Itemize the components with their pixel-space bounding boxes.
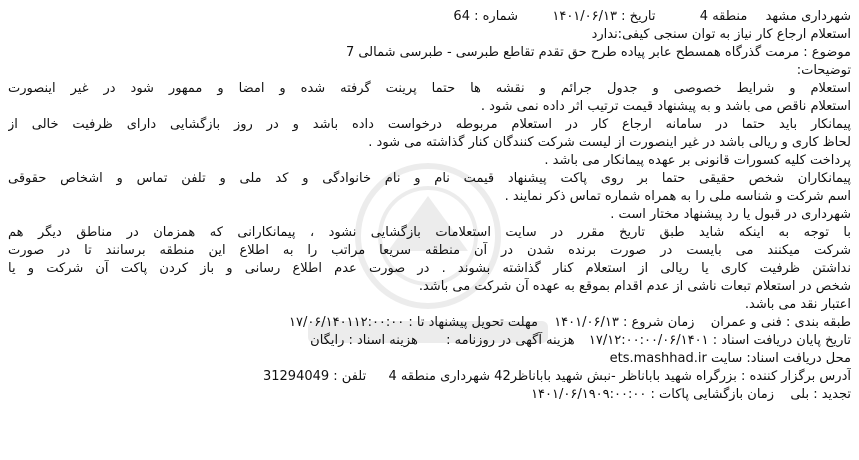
body-line: پرداخت کلیه کسورات قانونی بر عهده پیمانکار می باشد . <box>544 153 851 168</box>
body-line: استعلام ناقص می باشد و به پیشنهاد قیمت ترتیب اثر داده نمی شود . <box>480 99 851 114</box>
doc-cost-field: هزینه اسناد : رایگان <box>310 333 418 348</box>
body-line: شهرداری در قبول یا رد پیشنهاد مختار است . <box>610 207 851 222</box>
district-name: منطقه 4 <box>699 9 748 24</box>
subject-line: موضوع : مرمت گذرگاه همسطح عابر پیاده طرح حق تقدم تقاطع طبرسی - طبرسی شمالی 7 <box>345 45 851 60</box>
organizer-address-field: آدرس برگزار کننده : بزرگراه شهید باباناظر -نبش شهید باباناظر42 شهرداری منطقه 4 <box>388 369 851 384</box>
number-field: شماره : 64 <box>453 9 519 24</box>
body-line: استعلام و شرایط خصوصی و جدول جرائم و نقشه ها حتما پرینت گرفته شده و امضا و ممهور شود در غیر اینصورت <box>8 81 851 96</box>
docs-place-field: محل دریافت اسناد: سایت ets.mashhad.ir <box>609 351 851 366</box>
body-line: شخص در استعلام تبعات ناشی از عدم اقدام بموقع به عهده آن شرکت می باشد. <box>418 279 851 294</box>
renewal-field: تجدید : بلی <box>790 387 851 402</box>
ad-cost-field: هزینه آگهی در روزنامه : <box>446 333 575 348</box>
start-time-field: زمان شروع : ۱۴۰۱/۰۶/۱۳ <box>554 315 695 330</box>
notes-label: توضیحات: <box>796 63 851 78</box>
category-field: طبقه بندی : فنی و عمران <box>710 315 851 330</box>
renewal-row <box>8 386 851 404</box>
costs-row <box>8 332 851 350</box>
body-line: پیمانکاران شخص حقیقی حتما بر روی پاکت پیشنهاد قیمت نام و نام خانوادگی و کد ملی و تلفن تماس و اشخاص حقوقی <box>8 171 851 186</box>
tender-announcement <box>8 6 851 454</box>
header-row <box>8 8 851 26</box>
org-name: شهرداری مشهد <box>765 9 851 24</box>
body-line: لحاظ کاری و ریالی باشد در غیر اینصورت از لیست شرکت کنندگان کنار گذاشته می شود . <box>368 135 851 150</box>
schedule-row <box>8 314 851 332</box>
doc-receive-end-field: تاریخ پایان دریافت اسناد : ۱۷/۱۲:۰۰:۰۰/۰۶/۱۴۰۱ <box>588 333 851 348</box>
body-line: پیمانکار باید حتما در سامانه ارجاع کار در استعلام مربوطه درخواست داده باشد و در روز بازگشایی دارای ظرفیت خالی از <box>8 117 851 132</box>
body-line: نداشتن ظرفیت کاری یا ریالی از استعلام کنار گذاشته بشوند . در صورت عدم اطلاع رسانی و باز کردن پاکت آن شرکت و یا <box>8 261 851 276</box>
address-row <box>8 368 851 386</box>
opening-time-field: زمان بازگشایی پاکات : ۱۴۰۱/۰۶/۱۹۰۹:۰۰:۰۰ <box>531 387 775 402</box>
body-line: اسم شرکت و شناسه ملی را به همراه شماره تماس ذکر نمایند . <box>504 189 851 204</box>
body-line: شرکت میکنند می بایست در صورت برنده شدن در آن منطقه سریعا مراتب را به اطلاع این منطقه برسانند تا در صورت <box>8 243 851 258</box>
date-field: تاریخ : ۱۴۰۱/۰۶/۱۳ <box>552 9 656 24</box>
deadline-field: مهلت تحویل پیشنهاد تا : ۱۷/۰۶/۱۴۰۱۱۲:۰۰:۰۰ <box>288 315 538 330</box>
inquiry-title: استعلام ارجاع کار نیاز به توان سنجی کیفی:ندارد <box>591 27 851 42</box>
body-line: اعتبار نقد می باشد. <box>744 297 851 312</box>
body-line: با توجه به اینکه شاید طبق تاریخ مقرر در سایت استعلامات بازگشایی نشود ، پیمانکارانی که همزمان در مناطق دیگر هم <box>8 225 851 240</box>
phone-field: تلفن : 31294049 <box>262 369 367 384</box>
